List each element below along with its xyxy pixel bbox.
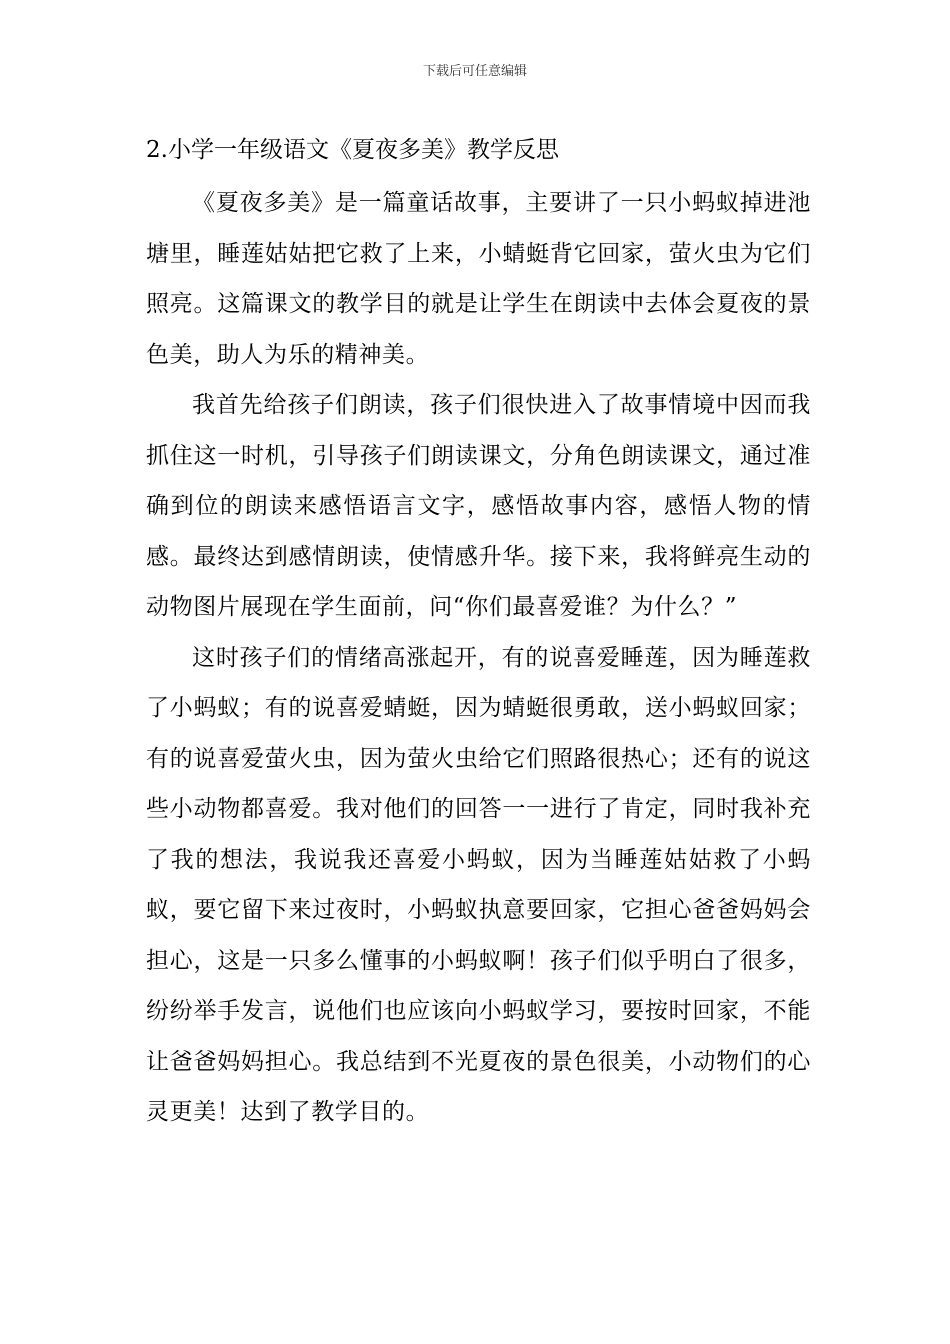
paragraph-discussion: 这时孩子们的情绪高涨起开，有的说喜爱睡莲，因为睡莲救了小蚂蚁；有的说喜爱蜻蜓，因为蜻蜓很勇敢，送小蚂蚁回家；有的说喜爱萤火虫，因为萤火虫给它们照路很热心；还有的说这些小动物都喜爱。我对他们的回答一一进行了肯定，同时我补充了我的想法，我说我还喜爱小蚂蚁，因为当睡莲姑姑救了小蚂蚁，要它留下来过夜时，小蚂蚁执意要回家，它担心爸爸妈妈会担心，这是一只多么懂事的小蚂蚁啊！孩子们似乎明白了很多，纷纷举手发言，说他们也应该向小蚂蚁学习，要按时回家，不能让爸爸妈妈担心。我总结到不光夏夜的景色很美，小动物们的心灵更美！达到了教学目的。	[146, 644, 811, 1125]
page-header: 下载后可任意编辑	[422, 64, 527, 79]
document-body	[146, 178, 811, 1138]
paragraph-reading: 我首先给孩子们朗读，孩子们很快进入了故事情境中因而我抓住这一时机，引导孩子们朗读课文，分角色朗读课文，通过准确到位的朗读来感悟语言文字，感悟故事内容，感悟人物的情感。最终达到感情朗读，使情感升华。接下来，我将鲜亮生动的动物图片展现在学生面前，问“你们最喜爱谁？为什么？”	[146, 392, 811, 620]
paragraph-intro: 《夏夜多美》是一篇童话故事，主要讲了一只小蚂蚁掉进池塘里，睡莲姑姑把它救了上来，小蜻蜓背它回家，萤火虫为它们照亮。这篇课文的教学目的就是让学生在朗读中去体会夏夜的景色美，助人为乐的精神美。	[146, 190, 811, 368]
document-title: 2.小学一年级语文《夏夜多美》教学反思	[146, 137, 559, 163]
